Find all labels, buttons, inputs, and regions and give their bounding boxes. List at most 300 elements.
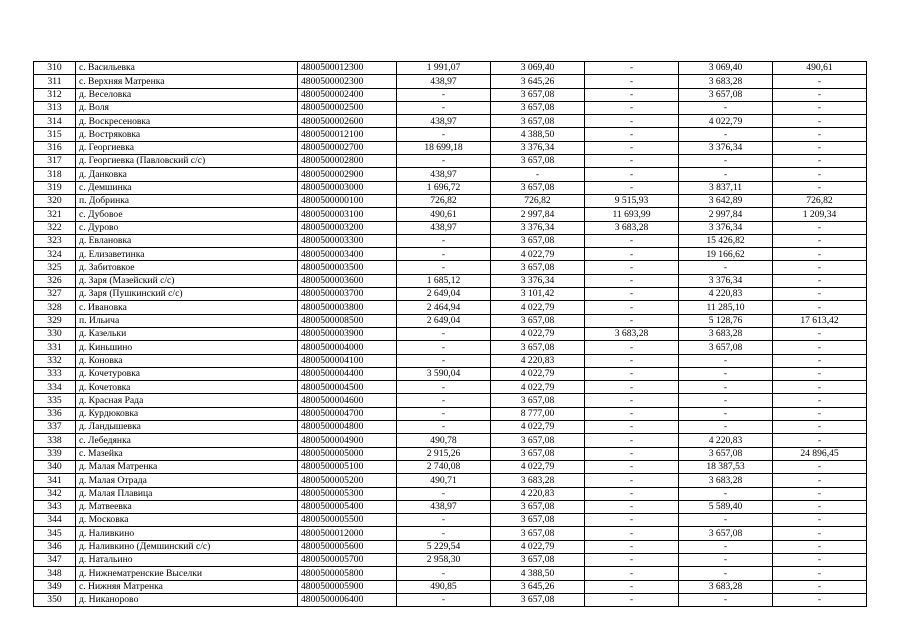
value-col-1: 2 740,08: [397, 460, 491, 473]
row-number: 323: [34, 234, 76, 247]
settlement-code: 4800500002300: [298, 75, 397, 88]
settlement-code: 4800500005400: [298, 500, 397, 513]
settlement-name: д. Данковка: [76, 168, 298, 181]
value-col-4: 3 376,34: [679, 221, 773, 234]
value-col-2: 4 022,79: [491, 540, 585, 553]
settlement-name: д. Кочетуровка: [76, 367, 298, 380]
row-number: 331: [34, 341, 76, 354]
row-number: 348: [34, 567, 76, 580]
row-number: 318: [34, 168, 76, 181]
value-col-1: -: [397, 487, 491, 500]
table-row: [34, 181, 867, 194]
value-col-3: -: [585, 88, 679, 101]
table-row: [34, 460, 867, 473]
settlement-name: с. Дубовое: [76, 208, 298, 221]
value-col-1: 2 915,26: [397, 447, 491, 460]
settlement-code: 4800500004000: [298, 341, 397, 354]
value-col-3: -: [585, 500, 679, 513]
value-col-1: 2 958,30: [397, 553, 491, 566]
value-col-2: 3 657,08: [491, 261, 585, 274]
value-col-5: -: [773, 421, 867, 434]
value-col-1: -: [397, 381, 491, 394]
value-col-3: -: [585, 367, 679, 380]
row-number: 335: [34, 394, 76, 407]
value-col-3: 11 693,99: [585, 208, 679, 221]
value-col-1: 5 229,54: [397, 540, 491, 553]
value-col-1: -: [397, 101, 491, 114]
value-col-1: -: [397, 421, 491, 434]
value-col-4: 3 837,11: [679, 181, 773, 194]
value-col-5: -: [773, 553, 867, 566]
value-col-4: 3 657,08: [679, 88, 773, 101]
value-col-2: 4 022,79: [491, 327, 585, 340]
row-number: 346: [34, 540, 76, 553]
value-col-4: -: [679, 261, 773, 274]
value-col-2: 3 657,08: [491, 181, 585, 194]
row-number: 316: [34, 141, 76, 154]
value-col-5: -: [773, 407, 867, 420]
value-col-5: -: [773, 221, 867, 234]
settlement-name: д. Наливкино: [76, 527, 298, 540]
table-row: [34, 288, 867, 301]
settlement-name: д. Востряковка: [76, 128, 298, 141]
table-row: [34, 274, 867, 287]
value-col-3: -: [585, 301, 679, 314]
table-row: [34, 75, 867, 88]
settlement-name: д. Заря (Пушкинский с/с): [76, 288, 298, 301]
value-col-3: -: [585, 580, 679, 593]
settlement-name: д. Никаноровo: [76, 593, 298, 606]
settlement-name: д. Красная Рада: [76, 394, 298, 407]
value-col-4: -: [679, 567, 773, 580]
value-col-5: -: [773, 234, 867, 247]
settlement-code: 4800500005100: [298, 460, 397, 473]
row-number: 326: [34, 274, 76, 287]
settlement-name: д. Наливкино (Демшинский с/с): [76, 540, 298, 553]
settlement-code: 4800500002700: [298, 141, 397, 154]
value-col-1: -: [397, 248, 491, 261]
value-col-4: -: [679, 367, 773, 380]
row-number: 324: [34, 248, 76, 261]
table-row: [34, 567, 867, 580]
value-col-2: 3 657,08: [491, 593, 585, 606]
settlement-name: д. Воля: [76, 101, 298, 114]
value-col-4: 3 376,34: [679, 141, 773, 154]
value-col-2: 3 657,08: [491, 88, 585, 101]
value-col-5: -: [773, 168, 867, 181]
value-col-2: 3 657,08: [491, 314, 585, 327]
value-col-4: 15 426,82: [679, 234, 773, 247]
row-number: 329: [34, 314, 76, 327]
value-col-1: -: [397, 527, 491, 540]
value-col-4: -: [679, 155, 773, 168]
value-col-2: 3 657,08: [491, 341, 585, 354]
value-col-5: -: [773, 75, 867, 88]
value-col-4: 3 642,89: [679, 194, 773, 207]
row-number: 333: [34, 367, 76, 380]
value-col-3: -: [585, 155, 679, 168]
value-col-3: 3 683,28: [585, 327, 679, 340]
value-col-4: 3 657,08: [679, 341, 773, 354]
value-col-4: 3 683,28: [679, 474, 773, 487]
settlement-name: д. Московка: [76, 514, 298, 527]
value-col-5: -: [773, 248, 867, 261]
settlement-name: с. Верхняя Матренка: [76, 75, 298, 88]
value-col-2: 3 645,26: [491, 580, 585, 593]
settlement-code: 4800500005800: [298, 567, 397, 580]
value-col-2: 4 022,79: [491, 248, 585, 261]
value-col-4: -: [679, 354, 773, 367]
value-col-4: 4 220,83: [679, 288, 773, 301]
table-row: [34, 128, 867, 141]
table-row: [34, 115, 867, 128]
settlement-name: д. Киньшино: [76, 341, 298, 354]
value-col-2: 3 376,34: [491, 221, 585, 234]
value-col-2: 4 022,79: [491, 460, 585, 473]
value-col-3: -: [585, 128, 679, 141]
table-row: [34, 500, 867, 513]
settlement-code: 4800500005700: [298, 553, 397, 566]
value-col-5: 17 613,42: [773, 314, 867, 327]
value-col-1: 438,97: [397, 221, 491, 234]
value-col-1: -: [397, 514, 491, 527]
value-col-1: -: [397, 128, 491, 141]
row-number: 312: [34, 88, 76, 101]
value-col-3: -: [585, 460, 679, 473]
value-col-5: -: [773, 394, 867, 407]
value-col-1: -: [397, 234, 491, 247]
settlement-code: 4800500003700: [298, 288, 397, 301]
value-col-5: -: [773, 341, 867, 354]
value-col-4: 2 997,84: [679, 208, 773, 221]
settlement-code: 4800500004100: [298, 354, 397, 367]
table-row: [34, 553, 867, 566]
value-col-2: 3 657,08: [491, 500, 585, 513]
settlement-code: 4800500012100: [298, 128, 397, 141]
value-col-3: -: [585, 141, 679, 154]
row-number: 319: [34, 181, 76, 194]
value-col-2: 3 657,08: [491, 155, 585, 168]
value-col-3: -: [585, 274, 679, 287]
row-number: 325: [34, 261, 76, 274]
settlement-code: 4800500005300: [298, 487, 397, 500]
value-col-5: 726,82: [773, 194, 867, 207]
value-col-1: -: [397, 567, 491, 580]
value-col-1: -: [397, 394, 491, 407]
table-row: [34, 474, 867, 487]
value-col-1: -: [397, 261, 491, 274]
value-col-4: -: [679, 128, 773, 141]
value-col-1: 3 590,04: [397, 367, 491, 380]
settlement-name: д. Натальино: [76, 553, 298, 566]
row-number: 327: [34, 288, 76, 301]
settlement-name: д. Малая Отрада: [76, 474, 298, 487]
table-row: [34, 394, 867, 407]
value-col-2: 3 645,26: [491, 75, 585, 88]
value-col-1: 438,97: [397, 115, 491, 128]
settlement-name: с. Ивановка: [76, 301, 298, 314]
row-number: 340: [34, 460, 76, 473]
table-row: [34, 221, 867, 234]
settlement-code: 4800500002500: [298, 101, 397, 114]
value-col-4: 19 166,62: [679, 248, 773, 261]
value-col-3: -: [585, 593, 679, 606]
settlement-code: 4800500004700: [298, 407, 397, 420]
value-col-4: -: [679, 593, 773, 606]
value-col-1: -: [397, 354, 491, 367]
row-number: 313: [34, 101, 76, 114]
value-col-3: -: [585, 394, 679, 407]
value-col-1: 490,78: [397, 434, 491, 447]
settlement-name: с. Нижняя Матренка: [76, 580, 298, 593]
table-row: [34, 248, 867, 261]
value-col-5: -: [773, 155, 867, 168]
value-col-3: -: [585, 434, 679, 447]
row-number: 337: [34, 421, 76, 434]
table-row: [34, 354, 867, 367]
value-col-1: -: [397, 407, 491, 420]
value-col-1: 438,97: [397, 500, 491, 513]
settlement-name: д. Веселовка: [76, 88, 298, 101]
table-row: [34, 514, 867, 527]
value-col-2: 3 657,08: [491, 527, 585, 540]
settlement-code: 4800500004800: [298, 421, 397, 434]
value-col-5: -: [773, 487, 867, 500]
value-col-5: -: [773, 593, 867, 606]
table-row: [34, 314, 867, 327]
value-col-2: 3 657,08: [491, 553, 585, 566]
value-col-1: 726,82: [397, 194, 491, 207]
row-number: 334: [34, 381, 76, 394]
row-number: 341: [34, 474, 76, 487]
settlement-name: д. Малая Матренка: [76, 460, 298, 473]
value-col-4: 3 683,28: [679, 327, 773, 340]
row-number: 349: [34, 580, 76, 593]
settlement-code: 4800500005600: [298, 540, 397, 553]
table-row: [34, 434, 867, 447]
settlement-code: 4800500000100: [298, 194, 397, 207]
value-col-4: 4 022,79: [679, 115, 773, 128]
value-col-5: -: [773, 327, 867, 340]
value-col-2: 3 069,40: [491, 62, 585, 75]
settlement-code: 4800500004400: [298, 367, 397, 380]
table-row: [34, 101, 867, 114]
settlement-name: д. Кочетовка: [76, 381, 298, 394]
value-col-1: 1 685,12: [397, 274, 491, 287]
row-number: 310: [34, 62, 76, 75]
value-col-1: 438,97: [397, 168, 491, 181]
value-col-4: 18 387,53: [679, 460, 773, 473]
row-number: 322: [34, 221, 76, 234]
value-col-2: 4 388,50: [491, 567, 585, 580]
value-col-5: 1 209,34: [773, 208, 867, 221]
value-col-5: -: [773, 88, 867, 101]
row-number: 330: [34, 327, 76, 340]
value-col-1: 1 991,07: [397, 62, 491, 75]
value-col-2: 726,82: [491, 194, 585, 207]
value-col-2: 4 220,83: [491, 354, 585, 367]
value-col-2: 3 101,42: [491, 288, 585, 301]
table-row: [34, 234, 867, 247]
settlement-code: 4800500002400: [298, 88, 397, 101]
value-col-4: -: [679, 407, 773, 420]
settlement-code: 4800500003000: [298, 181, 397, 194]
table-row: [34, 88, 867, 101]
settlement-name: п. Ильича: [76, 314, 298, 327]
value-col-2: -: [491, 168, 585, 181]
value-col-2: 4 022,79: [491, 301, 585, 314]
value-col-2: 4 022,79: [491, 421, 585, 434]
value-col-5: -: [773, 261, 867, 274]
row-number: 311: [34, 75, 76, 88]
value-col-4: -: [679, 540, 773, 553]
value-col-4: -: [679, 101, 773, 114]
value-col-2: 4 388,50: [491, 128, 585, 141]
value-col-5: -: [773, 381, 867, 394]
value-col-5: -: [773, 580, 867, 593]
value-col-4: 5 128,76: [679, 314, 773, 327]
value-col-3: -: [585, 341, 679, 354]
value-col-5: -: [773, 514, 867, 527]
row-number: 339: [34, 447, 76, 460]
value-col-4: -: [679, 381, 773, 394]
value-col-1: -: [397, 593, 491, 606]
value-col-4: -: [679, 514, 773, 527]
settlement-code: 4800500004500: [298, 381, 397, 394]
value-col-1: 18 699,18: [397, 141, 491, 154]
table-row: [34, 261, 867, 274]
settlement-name: д. Евлановка: [76, 234, 298, 247]
settlement-code: 4800500005200: [298, 474, 397, 487]
value-col-3: -: [585, 407, 679, 420]
table-row: [34, 527, 867, 540]
value-col-3: -: [585, 75, 679, 88]
value-col-5: -: [773, 181, 867, 194]
value-col-5: -: [773, 288, 867, 301]
settlement-name: д. Матвеевка: [76, 500, 298, 513]
value-col-5: -: [773, 460, 867, 473]
value-col-4: 4 220,83: [679, 434, 773, 447]
row-number: 343: [34, 500, 76, 513]
value-col-3: -: [585, 168, 679, 181]
value-col-1: -: [397, 341, 491, 354]
value-col-1: 1 696,72: [397, 181, 491, 194]
value-col-2: 3 683,28: [491, 474, 585, 487]
value-col-4: 3 657,08: [679, 527, 773, 540]
settlement-name: д. Воскресеновка: [76, 115, 298, 128]
value-col-5: 490,61: [773, 62, 867, 75]
settlement-code: 4800500002800: [298, 155, 397, 168]
settlement-name: д. Нижнематренские Выселки: [76, 567, 298, 580]
table-row: [34, 141, 867, 154]
table-row: [34, 341, 867, 354]
value-col-5: -: [773, 474, 867, 487]
table-row: [34, 580, 867, 593]
row-number: 332: [34, 354, 76, 367]
table-row: [34, 381, 867, 394]
table-row: [34, 168, 867, 181]
settlement-name: д. Курдюковка: [76, 407, 298, 420]
value-col-3: -: [585, 540, 679, 553]
settlement-name: д. Георгиевка: [76, 141, 298, 154]
row-number: 345: [34, 527, 76, 540]
settlement-code: 4800500004600: [298, 394, 397, 407]
row-number: 344: [34, 514, 76, 527]
table-row: [34, 301, 867, 314]
value-col-3: -: [585, 447, 679, 460]
row-number: 347: [34, 553, 76, 566]
value-col-5: -: [773, 354, 867, 367]
value-col-3: -: [585, 381, 679, 394]
settlement-code: 4800500012300: [298, 62, 397, 75]
value-col-3: -: [585, 514, 679, 527]
settlement-code: 4800500005900: [298, 580, 397, 593]
value-col-5: -: [773, 141, 867, 154]
value-col-1: -: [397, 155, 491, 168]
value-col-1: 2 464,94: [397, 301, 491, 314]
value-col-1: -: [397, 327, 491, 340]
value-col-4: 3 657,08: [679, 447, 773, 460]
value-col-1: 438,97: [397, 75, 491, 88]
value-col-3: -: [585, 314, 679, 327]
value-col-3: -: [585, 354, 679, 367]
table-row: [34, 540, 867, 553]
row-number: 328: [34, 301, 76, 314]
value-col-3: -: [585, 527, 679, 540]
value-col-2: 3 657,08: [491, 447, 585, 460]
settlement-code: 4800500002900: [298, 168, 397, 181]
value-col-5: -: [773, 540, 867, 553]
settlement-code: 4800500004900: [298, 434, 397, 447]
table-row: [34, 421, 867, 434]
value-col-2: 3 657,08: [491, 115, 585, 128]
value-col-2: 8 777,00: [491, 407, 585, 420]
value-col-2: 3 376,34: [491, 274, 585, 287]
settlement-code: 4800500003900: [298, 327, 397, 340]
row-number: 350: [34, 593, 76, 606]
value-col-5: -: [773, 567, 867, 580]
settlement-name: д. Заря (Мазейский с/с): [76, 274, 298, 287]
value-col-4: -: [679, 487, 773, 500]
row-number: 317: [34, 155, 76, 168]
value-col-4: -: [679, 553, 773, 566]
value-col-4: -: [679, 421, 773, 434]
settlement-name: с. Демшинка: [76, 181, 298, 194]
row-number: 314: [34, 115, 76, 128]
value-col-4: -: [679, 168, 773, 181]
table-body: [34, 62, 867, 607]
settlement-name: п. Добринка: [76, 194, 298, 207]
value-col-5: -: [773, 128, 867, 141]
table-row: [34, 487, 867, 500]
value-col-3: -: [585, 101, 679, 114]
row-number: 338: [34, 434, 76, 447]
settlement-code: 4800500008500: [298, 314, 397, 327]
settlement-code: 4800500003800: [298, 301, 397, 314]
settlement-name: д. Елизаветинка: [76, 248, 298, 261]
value-col-3: -: [585, 421, 679, 434]
settlement-name: с. Дурово: [76, 221, 298, 234]
settlement-name: д. Малая Плавица: [76, 487, 298, 500]
value-col-3: 3 683,28: [585, 221, 679, 234]
value-col-5: -: [773, 527, 867, 540]
value-col-3: -: [585, 115, 679, 128]
value-col-2: 3 657,08: [491, 234, 585, 247]
table-row: [34, 447, 867, 460]
row-number: 342: [34, 487, 76, 500]
settlement-code: 4800500005500: [298, 514, 397, 527]
value-col-3: -: [585, 487, 679, 500]
